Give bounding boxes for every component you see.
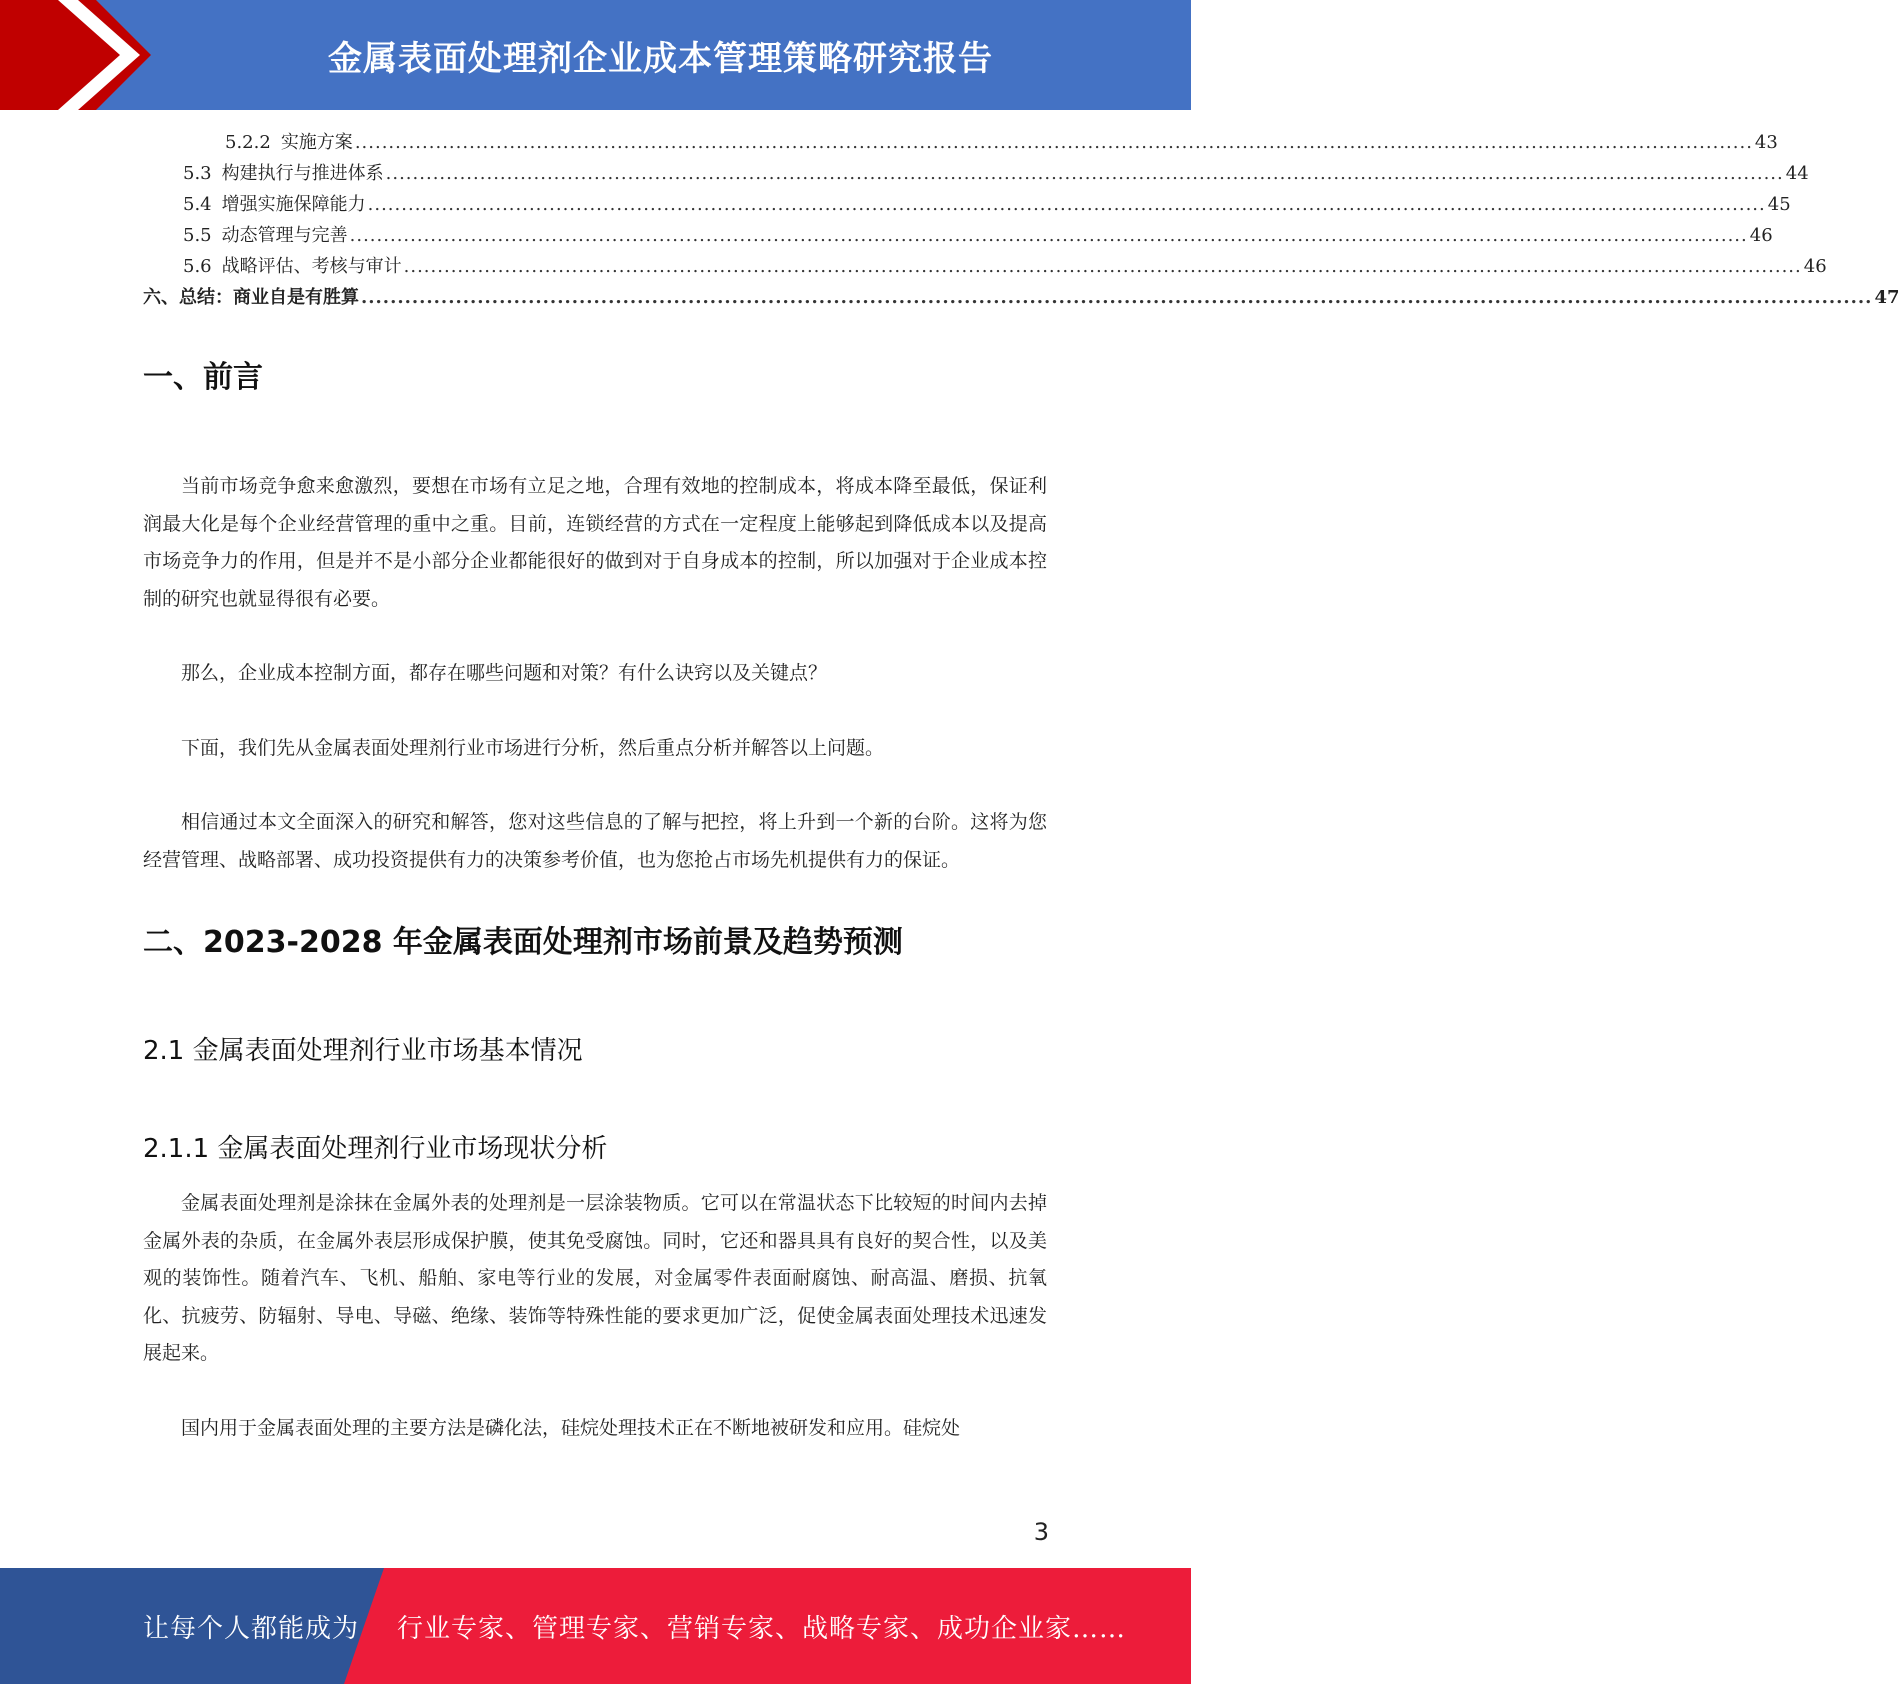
- section-heading-market: 二、2023-2028 年金属表面处理剂市场前景及趋势预测: [143, 925, 903, 960]
- footer-band: [0, 1568, 1191, 1684]
- toc-entry[interactable]: [143, 159, 1809, 190]
- toc-entry-label: 六、总结：商业自是有胜算: [143, 287, 359, 308]
- paragraph: 下面，我们先从金属表面处理剂行业市场进行分析，然后重点分析并解答以上问题。: [181, 736, 885, 759]
- toc-entry-page: 45: [1767, 194, 1791, 215]
- toc-dot-leader: ................................................................................................................................................................................................................: [354, 132, 1753, 153]
- paragraph: 那么，企业成本控制方面，都存在哪些问题和对策？有什么诀窍以及关键点？: [181, 662, 828, 684]
- toc-entry-label: 构建执行与推进体系: [221, 163, 384, 184]
- toc-dot-leader: ................................................................................................................................................................................................................: [361, 287, 1873, 308]
- header-band: [0, 0, 1191, 110]
- document-title: 金属表面处理剂企业成本管理策略研究报告: [328, 38, 993, 79]
- document-body: [143, 350, 1047, 1447]
- toc-entry-number: 5.6: [183, 256, 212, 277]
- toc-dot-leader: ................................................................................................................................................................................................................: [385, 163, 1784, 184]
- chevron-arrow-icon: [0, 0, 160, 110]
- footer-slogan-left: 让每个人都能成为: [143, 1613, 360, 1644]
- toc-entry-label: 实施方案: [280, 132, 353, 153]
- table-of-contents: [143, 128, 1900, 314]
- toc-entry-label: 增强实施保障能力: [221, 194, 366, 215]
- toc-entry[interactable]: [143, 221, 1773, 252]
- toc-dot-leader: ................................................................................................................................................................................................................: [349, 225, 1748, 246]
- subsection-heading: 2.1 金属表面处理剂行业市场基本情况: [143, 1036, 583, 1066]
- toc-entry-page: 47: [1874, 287, 1900, 308]
- toc-entry-page: 46: [1803, 256, 1827, 277]
- toc-entry[interactable]: [143, 252, 1827, 283]
- section-heading-preface: 一、前言: [143, 360, 263, 395]
- toc-entry-label: 动态管理与完善: [221, 225, 348, 246]
- toc-entry-page: 43: [1754, 132, 1778, 153]
- toc-entry[interactable]: [143, 190, 1791, 221]
- footer-slogan-right: 行业专家、管理专家、营销专家、战略专家、成功企业家……: [397, 1613, 1127, 1644]
- page-number: 3: [1033, 1518, 1049, 1546]
- toc-entry-number: 5.5: [183, 225, 212, 246]
- paragraph: 金属表面处理剂是涂抹在金属外表的处理剂是一层涂装物质。它可以在常温状态下比较短的时间内去掉金属外表的杂质，在金属外表层形成保护膜，使其免受腐蚀。同时，它还和器具具有良好的契合性，以及美观的装饰性。随着汽车、飞机、船舶、家电等行业的发展，对金属零件表面耐腐蚀、耐高温、磨损、抗氧化、抗疲劳、防辐射、导电、导磁、绝缘、装饰等特殊性能的要求更加广泛，促使金属表面处理技术迅速发展起来。: [143, 1192, 1047, 1364]
- paragraph: 当前市场竞争愈来愈激烈，要想在市场有立足之地，合理有效地的控制成本，将成本降至最低，保证利润最大化是每个企业经营管理的重中之重。目前，连锁经营的方式在一定程度上能够起到降低成本以及提高市场竞争力的作用，但是并不是小部分企业都能很好的做到对于自身成本的控制，所以加强对于企业成本控制的研究也就显得很有必要。: [143, 475, 1047, 610]
- toc-entry[interactable]: [143, 283, 1900, 314]
- toc-entry[interactable]: [143, 128, 1778, 159]
- toc-entry-label: 战略评估、考核与审计: [221, 256, 402, 277]
- toc-entry-number: 5.4: [183, 194, 212, 215]
- toc-entry-page: 44: [1785, 163, 1809, 184]
- toc-entry-number: 5.2.2: [225, 132, 271, 153]
- toc-entry-number: 5.3: [183, 163, 212, 184]
- paragraph: 国内用于金属表面处理的主要方法是磷化法，硅烷处理技术正在不断地被研发和应用。硅烷处: [181, 1416, 961, 1439]
- toc-dot-leader: ................................................................................................................................................................................................................: [403, 256, 1802, 277]
- toc-entry-page: 46: [1749, 225, 1773, 246]
- subsection-heading: 2.1.1 金属表面处理剂行业市场现状分析: [143, 1134, 608, 1164]
- toc-dot-leader: ................................................................................................................................................................................................................: [367, 194, 1766, 215]
- paragraph: 相信通过本文全面深入的研究和解答，您对这些信息的了解与把控，将上升到一个新的台阶。这将为您经营管理、战略部署、成功投资提供有力的决策参考价值，也为您抢占市场先机提供有力的保证。: [143, 811, 1047, 871]
